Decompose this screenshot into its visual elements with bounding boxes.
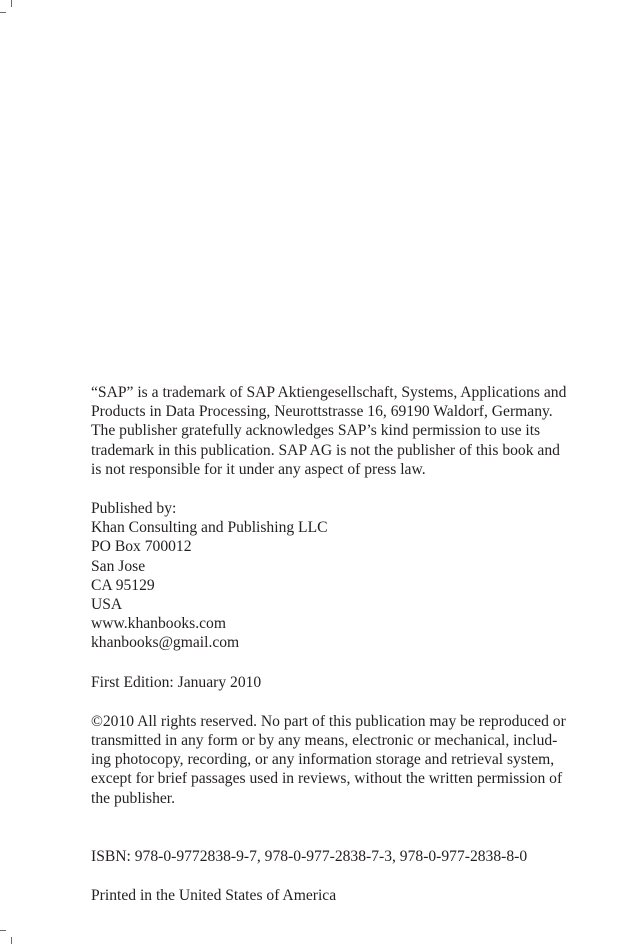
copyright-line: transmitted in any form or by any means, electronic or mechanical, includ- bbox=[91, 732, 558, 750]
copyright-page-content bbox=[91, 383, 571, 905]
edition-statement: First Edition: January 2010 bbox=[91, 673, 262, 691]
publisher-block bbox=[91, 499, 571, 653]
printed-in-line: Printed in the United States of America bbox=[91, 887, 337, 905]
publisher-city: San Jose bbox=[91, 557, 146, 575]
trademark-line: trademark in this publication. SAP AG is not the publisher of this book and bbox=[91, 441, 560, 459]
publisher-email: khanbooks@gmail.com bbox=[91, 634, 240, 652]
trademark-line: is not responsible for it under any aspect of press law. bbox=[91, 460, 426, 478]
trademark-notice bbox=[91, 383, 571, 479]
trademark-line: “SAP” is a trademark of SAP Aktiengesellschaft, Systems, Applications and bbox=[91, 384, 567, 401]
copyright-line: ©2010 All rights reserved. No part of this publication may be reproduced or bbox=[91, 712, 566, 730]
publisher-name: Khan Consulting and Publishing LLC bbox=[91, 519, 328, 537]
copyright-line: except for brief passages used in reviews, without the written permission of bbox=[91, 770, 563, 788]
trademark-line: The publisher gratefully acknowledges SAP’s kind permission to use its bbox=[91, 422, 541, 440]
crop-mark-top-left-vertical bbox=[11, 0, 12, 7]
crop-mark-bottom-left-horizontal bbox=[0, 930, 6, 931]
publisher-po-box: PO Box 700012 bbox=[91, 538, 192, 556]
isbn-line: ISBN: 978-0-9772838-9-7, 978-0-977-2838-7-3, 978-0-977-2838-8-0 bbox=[91, 847, 528, 865]
crop-mark-bottom-left-vertical bbox=[11, 937, 12, 944]
publisher-heading: Published by: bbox=[91, 500, 177, 518]
crop-mark-top-left-horizontal bbox=[0, 12, 6, 13]
copyright-notice bbox=[91, 712, 571, 808]
publisher-state-zip: CA 95129 bbox=[91, 576, 155, 594]
trademark-line: Products in Data Processing, Neurottstrasse 16, 69190 Waldorf, Germany. bbox=[91, 403, 553, 421]
publisher-country: USA bbox=[91, 596, 123, 614]
publisher-website: www.khanbooks.com bbox=[91, 615, 226, 633]
copyright-line: the publisher. bbox=[91, 789, 176, 807]
copyright-line: ing photocopy, recording, or any information storage and retrieval system, bbox=[91, 751, 555, 769]
